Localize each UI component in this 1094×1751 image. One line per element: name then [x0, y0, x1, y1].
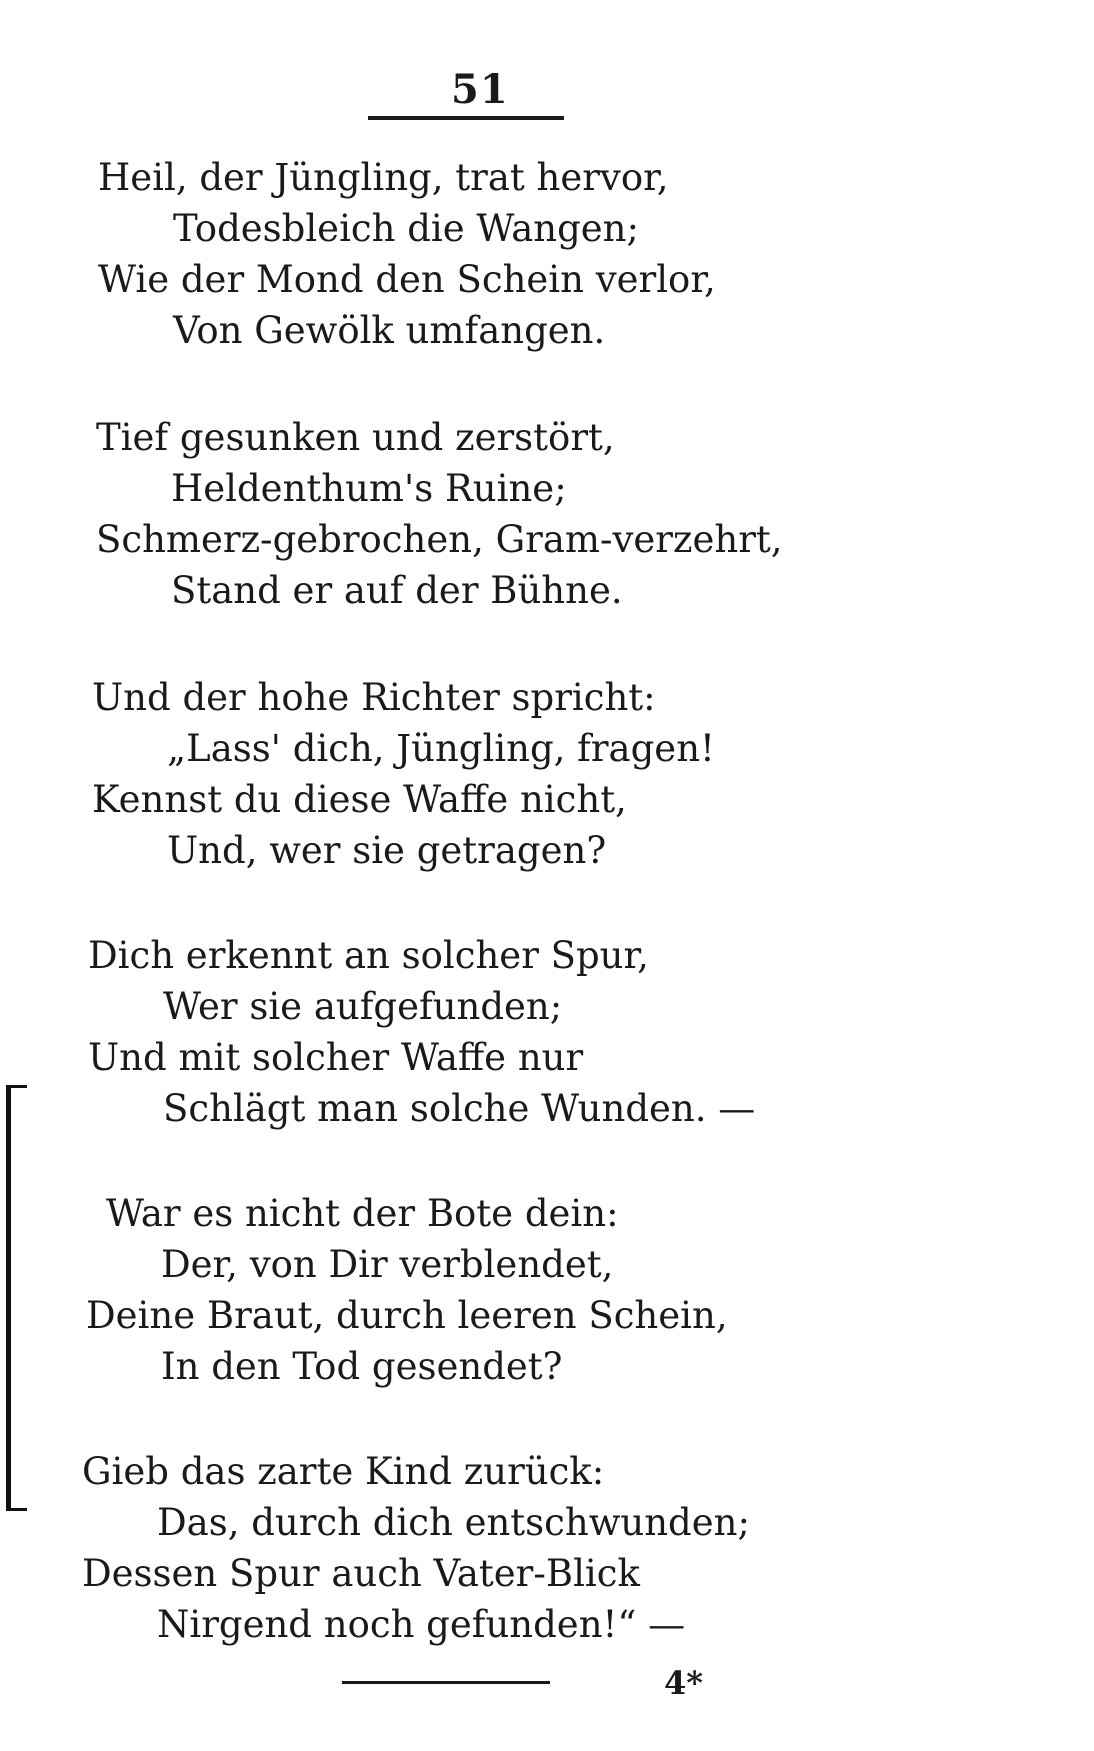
- stanza: [98, 152, 1094, 356]
- stanza: [86, 1188, 1086, 1392]
- verse-line: Todesbleich die Wangen;: [173, 207, 639, 250]
- verse-line: Das, durch dich entschwunden;: [157, 1501, 750, 1544]
- verse-line: Heil, der Jüngling, trat hervor,: [98, 156, 669, 199]
- verse-line: Wer sie aufgefunden;: [163, 985, 563, 1028]
- page-number: 51: [451, 66, 509, 113]
- verse-line: Deine Braut, durch leeren Schein,: [86, 1294, 728, 1337]
- margin-bracket: [6, 1085, 27, 1511]
- verse-line: „Lass' dich, Jüngling, fragen!: [167, 727, 715, 770]
- verse-line: Wie der Mond den Schein verlor,: [98, 258, 716, 301]
- verse-line: Schmerz-gebrochen, Gram-verzehrt,: [96, 518, 783, 561]
- verse-line: Der, von Dir verblendet,: [161, 1243, 614, 1286]
- verse-line: Und, wer sie getragen?: [167, 829, 607, 872]
- verse-line: Von Gewölk umfangen.: [173, 309, 606, 352]
- stanza: [92, 672, 1092, 876]
- stanza: [88, 930, 1088, 1134]
- stanza: [96, 412, 1094, 616]
- verse-line: Dessen Spur auch Vater-Blick: [82, 1552, 640, 1595]
- verse-line: Tief gesunken und zerstört,: [96, 416, 615, 459]
- verse-line: Und der hohe Richter spricht:: [92, 676, 656, 719]
- verse-line: War es nicht der Bote dein:: [106, 1192, 619, 1235]
- verse-line: Nirgend noch gefunden!“ —: [157, 1603, 686, 1646]
- verse-line: In den Tod gesendet?: [161, 1345, 563, 1388]
- stanza: [82, 1446, 1082, 1650]
- signature-mark: 4*: [664, 1664, 703, 1702]
- verse-line: Stand er auf der Bühne.: [171, 569, 623, 612]
- verse-line: Und mit solcher Waffe nur: [88, 1036, 584, 1079]
- verse-line: Schlägt man solche Wunden. —: [163, 1087, 756, 1130]
- verse-line: Gieb das zarte Kind zurück:: [82, 1450, 605, 1493]
- top-rule: [368, 116, 564, 120]
- verse-line: Dich erkennt an solcher Spur,: [88, 934, 649, 977]
- bottom-rule: [342, 1681, 550, 1684]
- verse-line: Heldenthum's Ruine;: [171, 467, 567, 510]
- verse-line: Kennst du diese Waffe nicht,: [92, 778, 627, 821]
